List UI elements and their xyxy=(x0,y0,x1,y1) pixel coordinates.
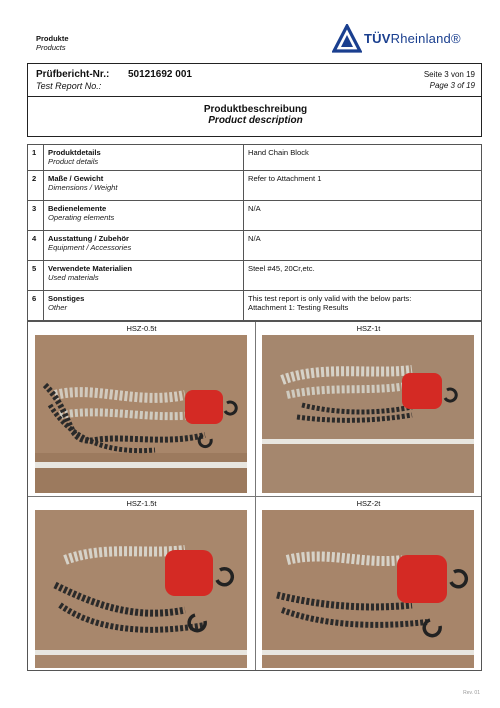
table-row xyxy=(28,291,482,321)
table-row xyxy=(28,171,482,201)
row-label: Verwendete Materialien Used materials xyxy=(44,261,244,291)
page-number-de: Seite 3 von 19 xyxy=(423,70,475,79)
product-photo-hsz-2t xyxy=(262,510,474,668)
row-number: 1 xyxy=(28,145,44,171)
photo-caption: HSZ-1.5t xyxy=(126,499,157,508)
product-details-table xyxy=(27,144,482,321)
tuv-rheinland-logo xyxy=(330,22,480,56)
row-number: 2 xyxy=(28,171,44,201)
report-label-en: Test Report No.: xyxy=(36,81,102,91)
product-photo-hsz-0-5t xyxy=(35,335,247,493)
grid-divider-horizontal xyxy=(28,496,481,497)
table-row xyxy=(28,231,482,261)
header-category-en: Products xyxy=(36,43,66,52)
row-value: This test report is only valid with the below parts: Attachment 1: Testing Results xyxy=(244,291,482,321)
photo-caption: HSZ-0.5t xyxy=(126,324,157,333)
report-label-de: Prüfbericht-Nr.: xyxy=(36,69,110,80)
table-row xyxy=(28,201,482,231)
product-photo-hsz-1-5t xyxy=(35,510,247,668)
photo-caption: HSZ-1t xyxy=(356,324,381,333)
tuv-triangle-icon xyxy=(332,24,362,54)
row-number: 3 xyxy=(28,201,44,231)
row-label: Ausstattung / Zubehör Equipment / Accessories xyxy=(44,231,244,261)
header-category-de: Produkte xyxy=(36,34,69,43)
row-number: 5 xyxy=(28,261,44,291)
photo-caption: HSZ-2t xyxy=(356,499,381,508)
row-label: Bedienelemente Operating elements xyxy=(44,201,244,231)
report-number-box xyxy=(27,63,482,97)
photo-grid xyxy=(27,321,482,671)
row-value: Refer to Attachment 1 xyxy=(244,171,482,201)
row-value: Hand Chain Block xyxy=(244,145,482,171)
row-label: Produktdetails Product details xyxy=(44,145,244,171)
section-title-box xyxy=(27,97,482,137)
section-title-en: Product description xyxy=(208,115,303,126)
row-value: N/A xyxy=(244,231,482,261)
table-row xyxy=(28,145,482,171)
row-value: Steel #45, 20Cr,etc. xyxy=(244,261,482,291)
row-label: Sonstiges Other xyxy=(44,291,244,321)
row-number: 6 xyxy=(28,291,44,321)
section-title-de: Produktbeschreibung xyxy=(203,104,308,115)
row-value: N/A xyxy=(244,201,482,231)
product-photo-hsz-1t xyxy=(262,335,474,493)
page-number-en: Page 3 of 19 xyxy=(429,81,475,90)
logo-text: TÜVRheinland® xyxy=(364,31,461,46)
row-number: 4 xyxy=(28,231,44,261)
report-number: 50121692 001 xyxy=(128,69,192,80)
revision-label: Rev. 01 xyxy=(463,690,480,696)
table-row xyxy=(28,261,482,291)
row-label: Maße / Gewicht Dimensions / Weight xyxy=(44,171,244,201)
